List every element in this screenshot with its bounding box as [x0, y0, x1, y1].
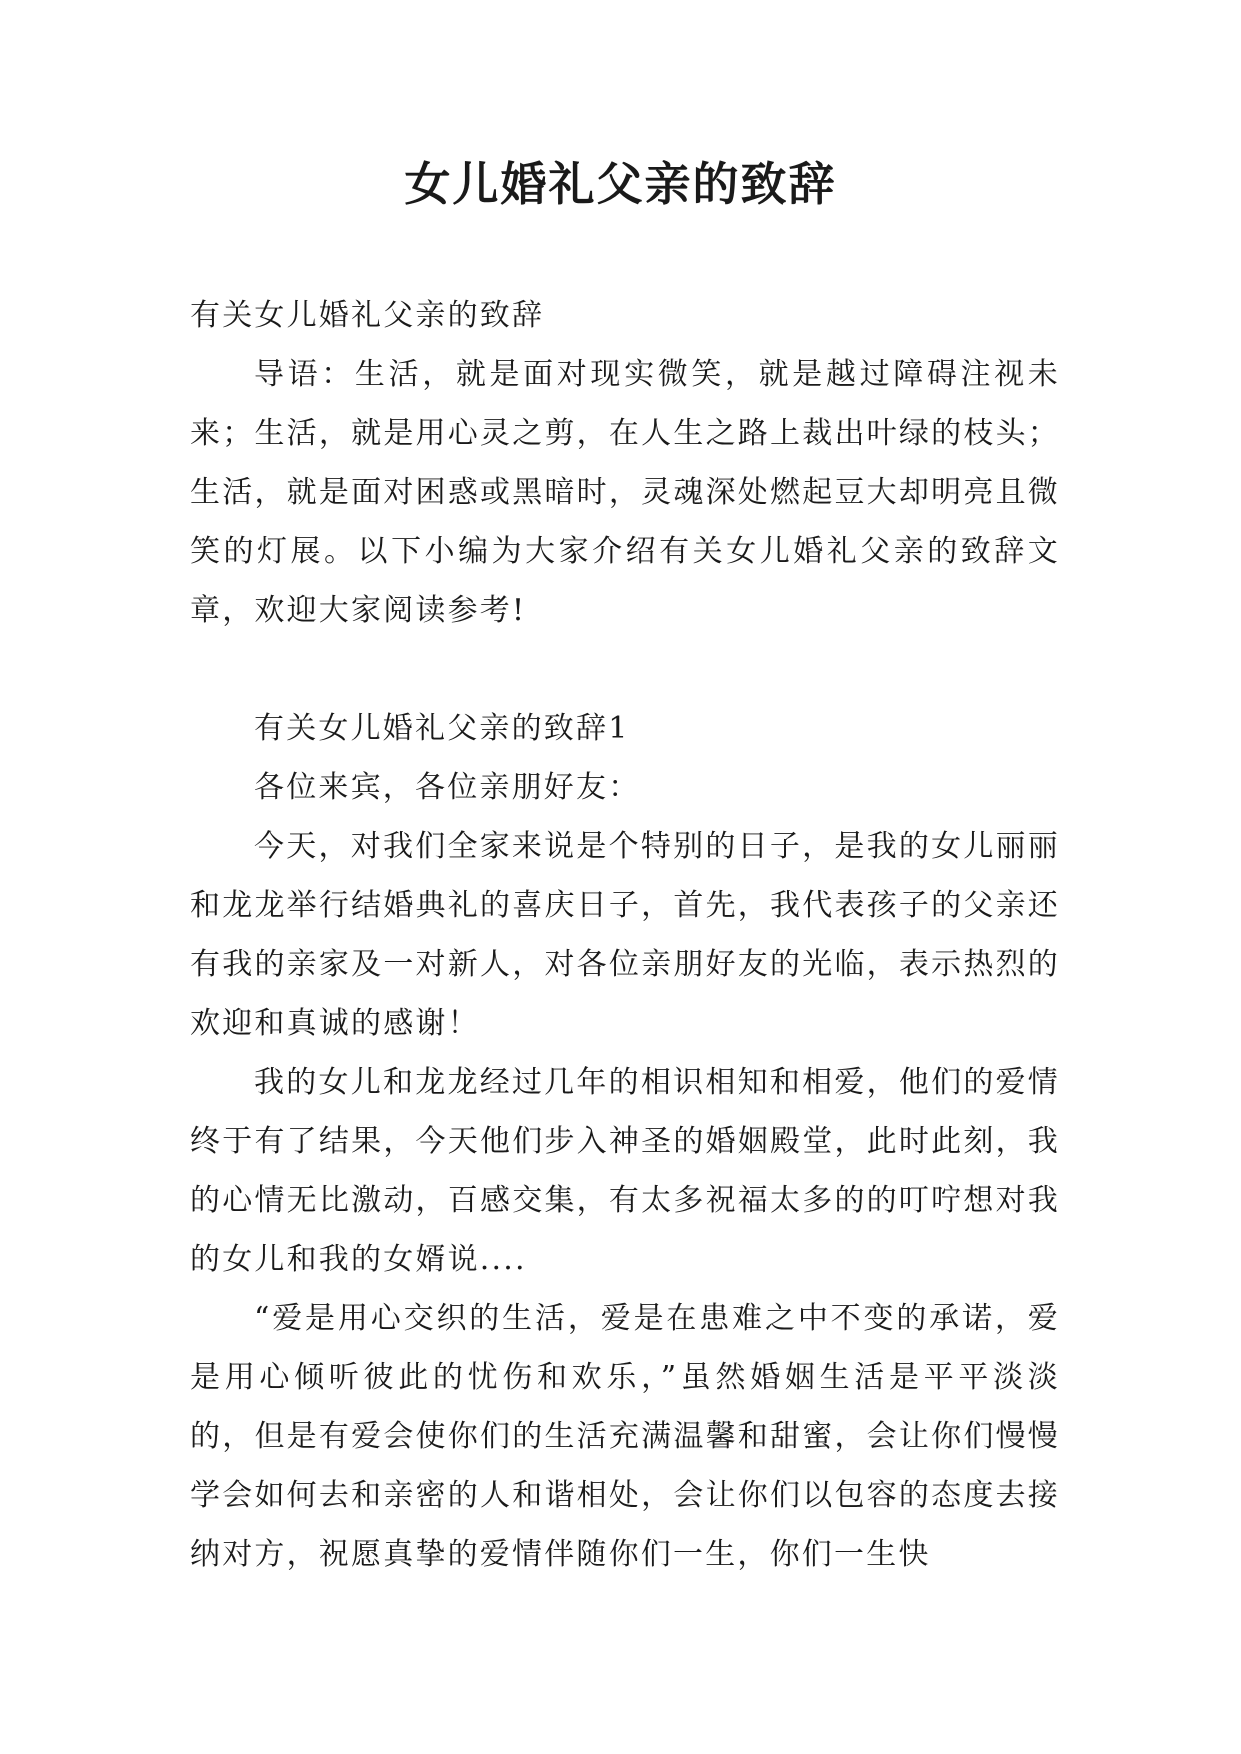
body-paragraph-3: “爱是用心交织的生活，爱是在患难之中不变的承诺，爱是用心倾听彼此的忧伤和欢乐，”虽然婚姻生活是平平淡淡的，但是有爱会使你们的生活充满温馨和甜蜜，会让你们慢慢学会如何去和亲密的人和谐相处，会让你们以包容的态度去接纳对方，祝愿真挚的爱情伴随你们一生，你们一生快	[190, 1301, 1060, 1572]
document-title: 女儿婚礼父亲的致辞	[404, 157, 837, 211]
document-subtitle: 有关女儿婚礼父亲的致辞	[190, 298, 545, 333]
greeting-line: 各位来宾，各位亲朋好友：	[254, 770, 641, 805]
body-paragraph-2: 我的女儿和龙龙经过几年的相识相知和相爱，他们的爱情终于有了结果，今天他们步入神圣的婚姻殿堂，此时此刻，我的心情无比激动，百感交集，有太多祝福太多的的叮咛想对我的女儿和我的女婿说....	[190, 1065, 1060, 1277]
body-paragraph-1: 今天，对我们全家来说是个特别的日子，是我的女儿丽丽和龙龙举行结婚典礼的喜庆日子，首先，我代表孩子的父亲还有我的亲家及一对新人，对各位亲朋好友的光临，表示热烈的欢迎和真诚的感谢！	[190, 829, 1060, 1041]
intro-paragraph: 导语：生活，就是面对现实微笑，就是越过障碍注视未来；生活，就是用心灵之剪，在人生之路上裁出叶绿的枝头；生活，就是面对困惑或黑暗时，灵魂深处燃起豆大却明亮且微笑的灯展。以下小编为大家介绍有关女儿婚礼父亲的致辞文章，欢迎大家阅读参考!	[190, 357, 1060, 628]
paragraph-gap	[190, 640, 1060, 699]
section-heading: 有关女儿婚礼父亲的致辞1	[254, 711, 630, 746]
document-body	[190, 286, 1060, 1584]
